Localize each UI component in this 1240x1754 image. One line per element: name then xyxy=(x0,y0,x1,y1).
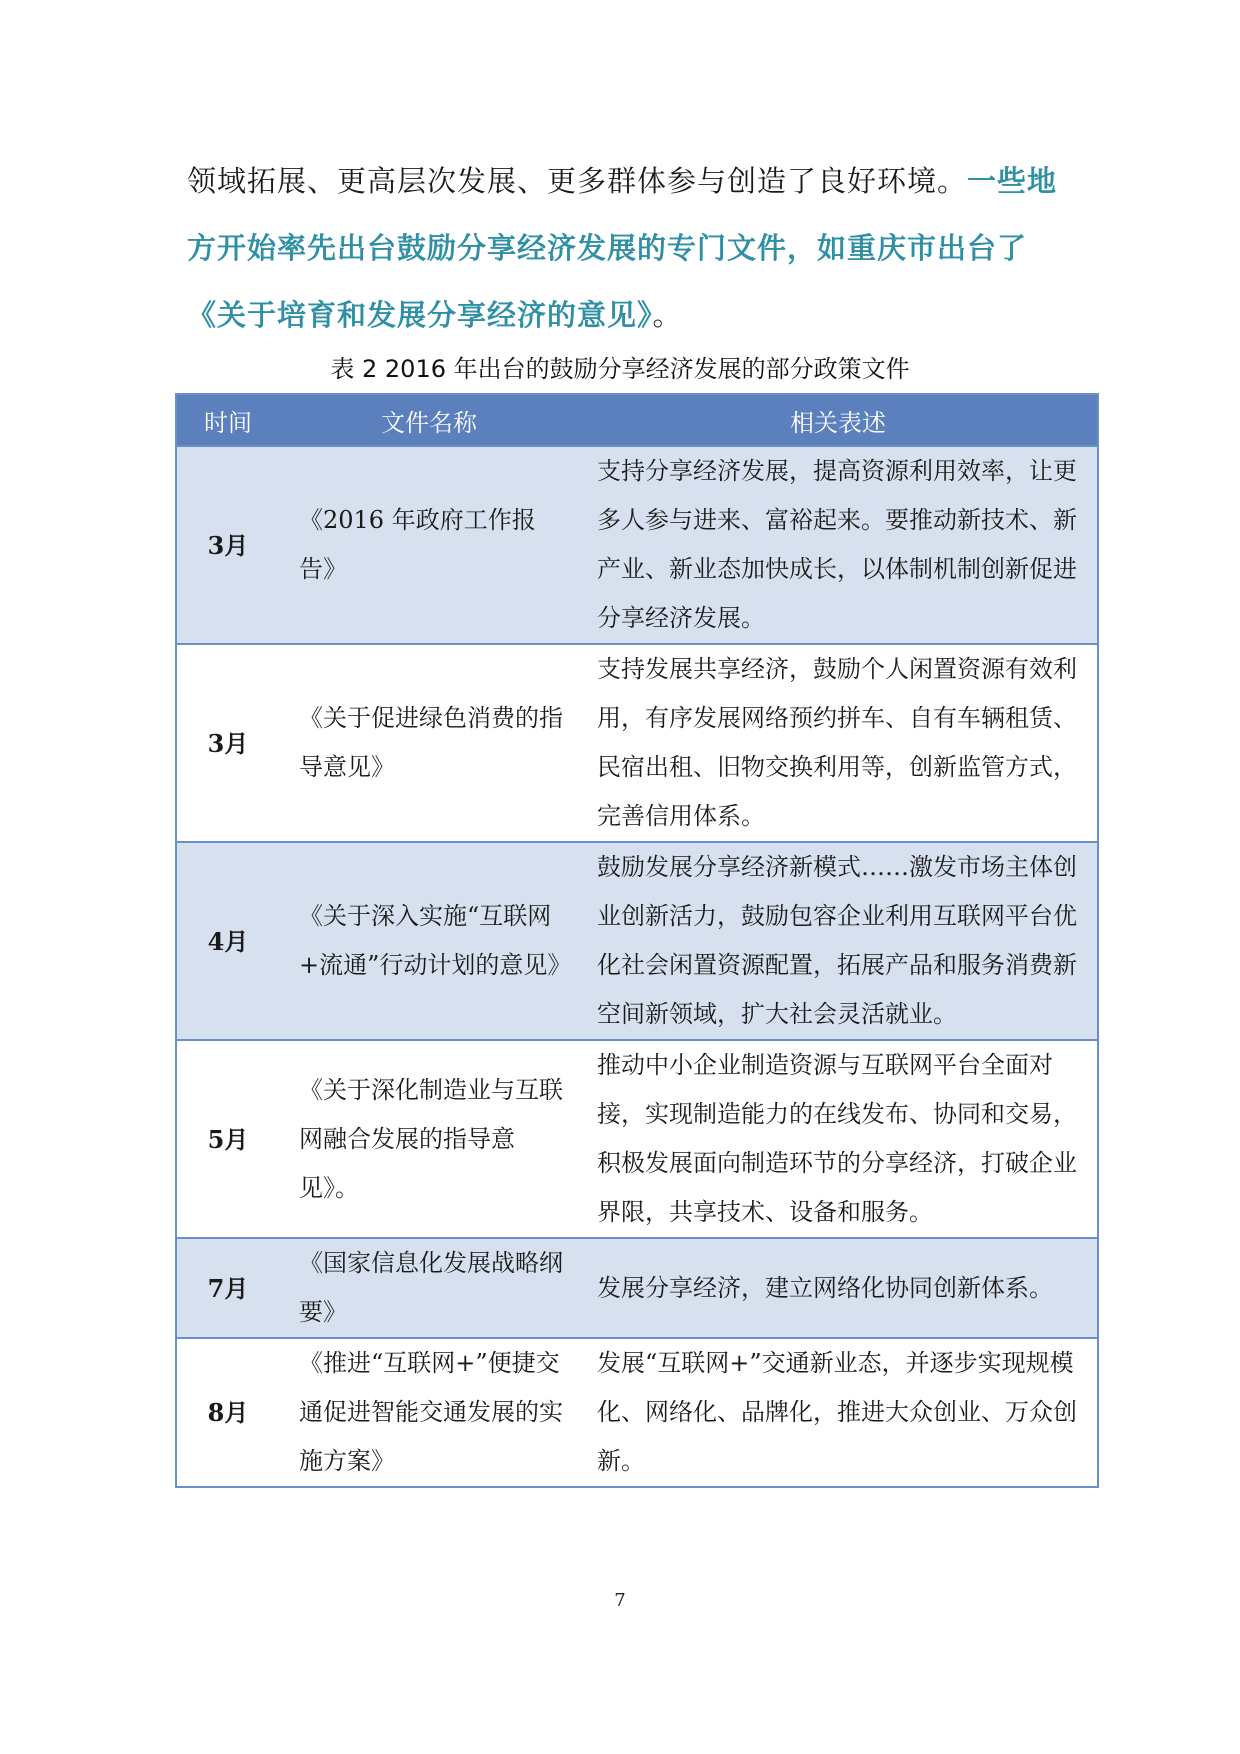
month-cell: 7月 xyxy=(176,1238,279,1338)
month-cell: 8月 xyxy=(176,1338,279,1487)
description-cell: 发展“互联网+”交通新业态，并逐步实现规模化、网络化、品牌化，推进大众创业、万众创新。 xyxy=(579,1338,1098,1487)
description-cell: 支持发展共享经济，鼓励个人闲置资源有效利用，有序发展网络预约拼车、自有车辆租赁、民宿出租、旧物交换利用等，创新监管方式，完善信用体系。 xyxy=(579,644,1098,842)
description-cell: 支持分享经济发展，提高资源利用效率，让更多人参与进来、富裕起来。要推动新技术、新产业、新业态加快成长，以体制机制创新促进分享经济发展。 xyxy=(579,446,1098,644)
page-number: 7 xyxy=(614,1590,626,1611)
table-row xyxy=(176,1040,1098,1238)
intro-tail: 。 xyxy=(652,298,683,332)
description-cell: 鼓励发展分享经济新模式……激发市场主体创业创新活力，鼓励包容企业利用互联网平台优化社会闲置资源配置，拓展产品和服务消费新空间新领域，扩大社会灵活就业。 xyxy=(579,842,1098,1040)
doc-name-cell: 《推进“互联网+”便捷交通促进智能交通发展的实施方案》 xyxy=(279,1338,579,1487)
doc-name-cell: 《国家信息化发展战略纲要》 xyxy=(279,1238,579,1338)
table-header-row xyxy=(176,394,1098,446)
intro-highlight: 一些地方开始率先出台鼓励分享经济发展的专门文件，如重庆市出台了《关于培育和发展分享经济的意见》 xyxy=(187,164,1058,332)
doc-name-cell: 《关于促进绿色消费的指导意见》 xyxy=(279,644,579,842)
intro-text: 领域拓展、更高层次发展、更多群体参与创造了良好环境。 xyxy=(187,164,968,198)
header-doc-name: 文件名称 xyxy=(279,394,579,446)
doc-name-cell: 《2016 年政府工作报告》 xyxy=(279,446,579,644)
table-row xyxy=(176,1338,1098,1487)
intro-paragraph xyxy=(187,148,1067,349)
header-time: 时间 xyxy=(176,394,279,446)
table-caption: 表 2 2016 年出台的鼓励分享经济发展的部分政策文件 xyxy=(330,355,910,383)
month-cell: 3月 xyxy=(176,644,279,842)
doc-name-cell: 《关于深入实施“互联网+流通”行动计划的意见》 xyxy=(279,842,579,1040)
month-cell: 4月 xyxy=(176,842,279,1040)
table-row xyxy=(176,446,1098,644)
table-row xyxy=(176,1238,1098,1338)
table-row xyxy=(176,644,1098,842)
description-cell: 推动中小企业制造资源与互联网平台全面对接，实现制造能力的在线发布、协同和交易，积极发展面向制造环节的分享经济，打破企业界限，共享技术、设备和服务。 xyxy=(579,1040,1098,1238)
month-cell: 5月 xyxy=(176,1040,279,1238)
table-row xyxy=(176,842,1098,1040)
policy-table xyxy=(175,393,1099,1488)
doc-name-cell: 《关于深化制造业与互联网融合发展的指导意见》。 xyxy=(279,1040,579,1238)
description-cell: 发展分享经济，建立网络化协同创新体系。 xyxy=(579,1238,1098,1338)
header-description: 相关表述 xyxy=(579,394,1098,446)
month-cell: 3月 xyxy=(176,446,279,644)
